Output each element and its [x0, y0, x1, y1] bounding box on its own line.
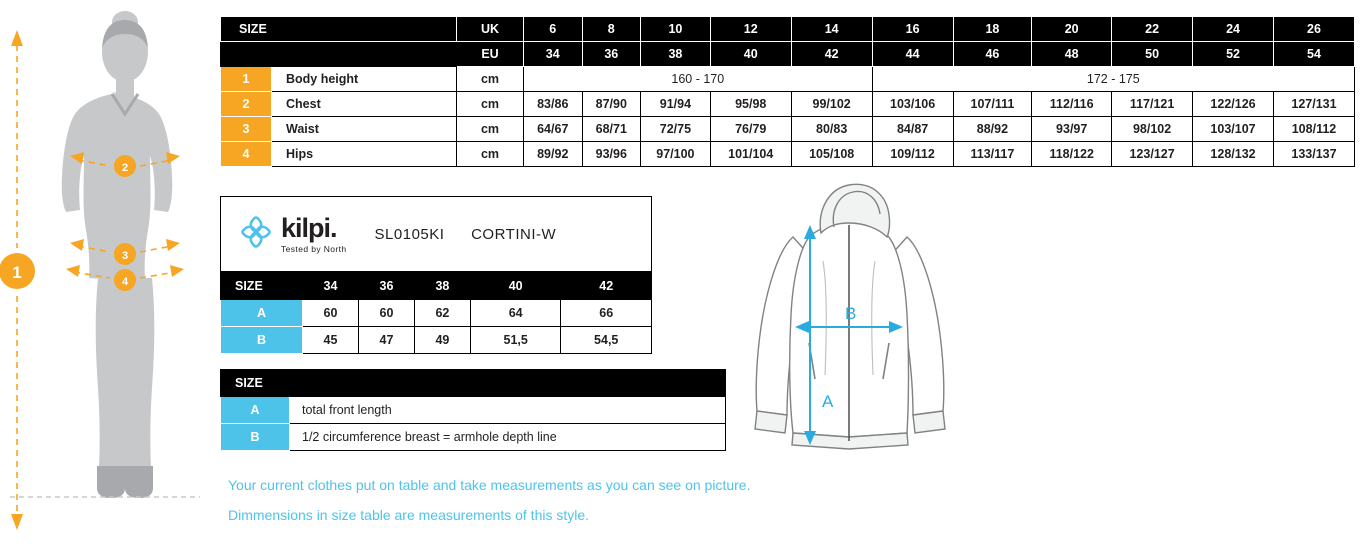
ab-value: 51,5 [470, 327, 561, 354]
eu-size-cell: 44 [872, 42, 953, 67]
uk-size-cell: 22 [1112, 17, 1193, 42]
ab-value: 64 [470, 300, 561, 327]
row-name: Waist [272, 117, 457, 142]
note-line-1: Your current clothes put on table and take measurements as you can see on picture. [228, 477, 751, 493]
size-table [220, 16, 1355, 167]
uk-size-cell: 8 [582, 17, 641, 42]
row-index: 1 [221, 67, 272, 92]
chest-value: 117/121 [1112, 92, 1193, 117]
marker-3-label: 3 [121, 250, 129, 262]
chest-value: 112/116 [1032, 92, 1112, 117]
height-arrow-bottom [11, 514, 23, 530]
ab-value: 66 [561, 300, 652, 327]
table-row-legend-header [221, 370, 726, 397]
product-code: SL0105KI [374, 225, 445, 243]
jacket-figure [735, 175, 965, 470]
uk-size-cell: 18 [953, 17, 1032, 42]
table-row-eu [221, 42, 1355, 67]
body-height-span-1: 160 - 170 [524, 67, 873, 92]
row-name: Body height [272, 67, 457, 92]
hips-value: 133/137 [1273, 142, 1354, 167]
hips-value: 118/122 [1032, 142, 1112, 167]
row-unit: cm [457, 117, 524, 142]
eu-size-cell: 40 [710, 42, 791, 67]
uk-size-cell: 14 [791, 17, 872, 42]
table-row-a [221, 300, 652, 327]
height-arrow-top [11, 30, 23, 46]
waist-value: 64/67 [524, 117, 583, 142]
chest-value: 83/86 [524, 92, 583, 117]
table-row-chest [221, 92, 1355, 117]
eu-size-cell: 36 [582, 42, 641, 67]
brand-name: kilpi. [281, 212, 337, 243]
hips-value: 128/132 [1193, 142, 1274, 167]
waist-arrow-right [166, 239, 180, 251]
ab-size-header: 40 [470, 273, 561, 300]
ab-size-header: 38 [414, 273, 470, 300]
chest-value: 91/94 [641, 92, 711, 117]
legend-header-label: SIZE [221, 370, 726, 397]
eu-size-cell: 46 [953, 42, 1032, 67]
row-index: 3 [221, 117, 272, 142]
uk-size-cell: 16 [872, 17, 953, 42]
eu-size-cell: 50 [1112, 42, 1193, 67]
marker-4-label: 4 [121, 276, 129, 288]
table-row-uk [221, 17, 1355, 42]
spacer-cell [221, 42, 457, 67]
chest-value: 107/111 [953, 92, 1032, 117]
chest-arrow-right [166, 152, 180, 164]
chest-value: 103/106 [872, 92, 953, 117]
ab-size-header: 34 [303, 273, 359, 300]
row-unit: cm [457, 92, 524, 117]
hips-value: 113/117 [953, 142, 1032, 167]
marker-1-label: 1 [12, 263, 22, 282]
uk-size-cell: 6 [524, 17, 583, 42]
eu-size-cell: 48 [1032, 42, 1112, 67]
ab-value: 47 [358, 327, 414, 354]
table-row-waist [221, 117, 1355, 142]
kilpi-logo-icon [235, 211, 277, 258]
product-info-box [220, 196, 652, 272]
hips-value: 93/96 [582, 142, 641, 167]
hips-value: 105/108 [791, 142, 872, 167]
measure-a-label: A [822, 392, 834, 411]
row-name: Hips [272, 142, 457, 167]
uk-size-cell: 26 [1273, 17, 1354, 42]
garment-measure-table [220, 272, 652, 354]
waist-value: 68/71 [582, 117, 641, 142]
legend-table [220, 369, 726, 451]
row-unit: cm [457, 142, 524, 167]
table-row-ab-header [221, 273, 652, 300]
brand-block [235, 211, 347, 258]
uk-size-cell: 10 [641, 17, 711, 42]
hips-value: 97/100 [641, 142, 711, 167]
ab-value: 45 [303, 327, 359, 354]
product-style-name: CORTINI-W [471, 225, 557, 243]
table-row-body-height [221, 67, 1355, 92]
eu-size-cell: 52 [1193, 42, 1274, 67]
table-row-legend-a [221, 397, 726, 424]
hips-arrow-left [66, 265, 80, 277]
ab-value: 49 [414, 327, 470, 354]
legend-label: B [221, 424, 290, 451]
waist-value: 88/92 [953, 117, 1032, 142]
waist-value: 93/97 [1032, 117, 1112, 142]
table-row-b [221, 327, 652, 354]
table-row-legend-b [221, 424, 726, 451]
ab-size-header: 42 [561, 273, 652, 300]
chest-value: 122/126 [1193, 92, 1274, 117]
waist-value: 103/107 [1193, 117, 1274, 142]
row-index: 4 [221, 142, 272, 167]
ab-value: 60 [358, 300, 414, 327]
brand-text-block [281, 212, 347, 254]
row-name: Chest [272, 92, 457, 117]
legend-label: A [221, 397, 290, 424]
hips-value: 123/127 [1112, 142, 1193, 167]
eu-size-cell: 38 [641, 42, 711, 67]
waist-value: 84/87 [872, 117, 953, 142]
ab-value: 60 [303, 300, 359, 327]
waist-value: 76/79 [710, 117, 791, 142]
body-height-span-2: 172 - 175 [872, 67, 1354, 92]
legend-description: 1/2 circumference breast = armhole depth line [290, 424, 726, 451]
note-line-2: Dimmensions in size table are measurements of this style. [228, 507, 590, 523]
ab-value: 54,5 [561, 327, 652, 354]
uk-size-cell: 12 [710, 17, 791, 42]
ab-size-header: 36 [358, 273, 414, 300]
waist-value: 98/102 [1112, 117, 1193, 142]
row-index: 2 [221, 92, 272, 117]
uk-size-cell: 20 [1032, 17, 1112, 42]
brand-tagline: Tested by North [281, 243, 347, 254]
eu-size-cell: 34 [524, 42, 583, 67]
notes-block [228, 470, 750, 530]
ab-row-label: A [221, 300, 303, 327]
marker-2-label: 2 [121, 162, 129, 174]
chest-value: 95/98 [710, 92, 791, 117]
chest-value: 127/131 [1273, 92, 1354, 117]
ab-row-label: B [221, 327, 303, 354]
hips-value: 89/92 [524, 142, 583, 167]
measure-b-label: B [845, 304, 857, 323]
legend-description: total front length [290, 397, 726, 424]
size-header-label: SIZE [221, 17, 457, 42]
table-row-hips [221, 142, 1355, 167]
uk-size-cell: 24 [1193, 17, 1274, 42]
waist-value: 72/75 [641, 117, 711, 142]
hips-value: 109/112 [872, 142, 953, 167]
unit-label-uk: UK [457, 17, 524, 42]
ab-value: 62 [414, 300, 470, 327]
unit-label-eu: EU [457, 42, 524, 67]
waist-arrow-left [70, 239, 84, 251]
chest-value: 99/102 [791, 92, 872, 117]
row-unit: cm [457, 67, 524, 92]
eu-size-cell: 54 [1273, 42, 1354, 67]
waist-value: 108/112 [1273, 117, 1354, 142]
chest-value: 87/90 [582, 92, 641, 117]
ab-header-label: SIZE [221, 273, 303, 300]
hips-arrow-right [170, 265, 184, 277]
product-code-block [375, 226, 557, 243]
waist-value: 80/83 [791, 117, 872, 142]
eu-size-cell: 42 [791, 42, 872, 67]
female-body-figure [0, 0, 220, 541]
hips-value: 101/104 [710, 142, 791, 167]
